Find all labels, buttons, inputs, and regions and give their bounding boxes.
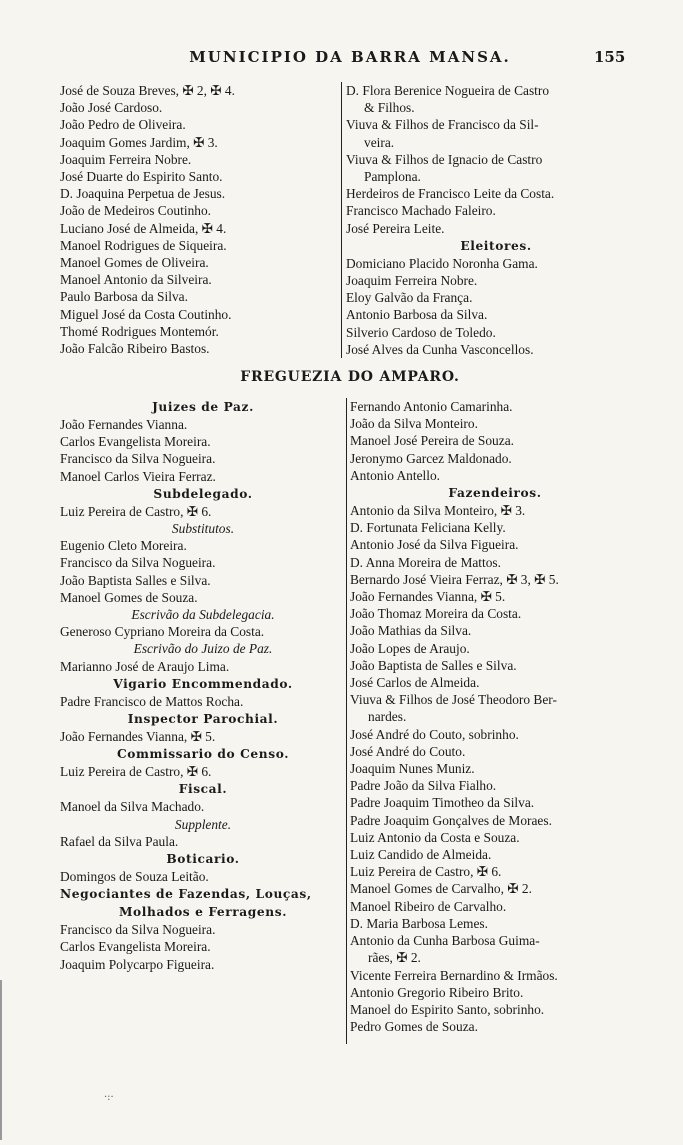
list-item: D. Joaquina Perpetua de Jesus. [60,186,226,202]
section-title: FREGUEZIA DO AMPARO. [240,369,460,385]
fazendeiros-heading: Fazendeiros. [448,486,542,501]
list-item: Viuva & Filhos de Ignacio de Castro [346,151,543,167]
lower-right-column [350,398,640,1035]
list-item: José Duarte do Espirito Santo. [60,169,223,185]
list-item: Jeronymo Garcez Maldonado. [350,450,512,466]
list-item: José André do Couto, sobrinho. [350,726,519,742]
list-item: Padre Joaquim Gonçalves de Moraes. [350,812,552,828]
boticario-heading: Boticario. [166,852,240,867]
escrivao-juizo-heading: Escrivão do Juizo de Paz. [133,641,273,657]
list-item: Francisco da Silva Nogueira. [60,451,216,467]
list-item: D. Fortunata Feliciana Kelly. [350,520,506,536]
list-item: Luiz Pereira de Castro, ✠ 6. [350,864,502,880]
list-item: Padre Joaquim Timotheo da Silva. [350,795,535,811]
stray-ink-mark: ·:· [104,1092,114,1103]
list-item: Carlos Evangelista Moreira. [60,939,211,955]
list-item: rães, ✠ 2. [368,950,421,966]
list-item: Padre João da Silva Fialho. [350,778,497,794]
list-item: Manoel Rodrigues de Siqueira. [60,237,227,253]
list-item: Manoel do Espirito Santo, sobrinho. [350,1001,545,1017]
escrivao-subdelegacia-heading: Escrivão da Subdelegacia. [131,607,275,623]
list-item: Viuva & Filhos de José Theodoro Ber- [350,692,557,708]
list-item: Francisco da Silva Nogueira. [60,555,216,571]
subdelegado-heading: Subdelegado. [153,486,253,501]
list-item: José Alves da Cunha Vasconcellos. [346,341,534,357]
list-item: Miguel José da Costa Coutinho. [60,306,232,322]
list-item: João Baptista de Salles e Silva. [350,657,517,673]
list-item: Antonio Barbosa da Silva. [346,307,488,323]
list-item: Antonio Gregorio Ribeiro Brito. [350,984,524,1000]
list-item: Francisco Machado Faleiro. [346,203,496,219]
list-item: Luciano José de Almeida, ✠ 4. [60,220,227,236]
list-item: Vicente Ferreira Bernardino & Irmãos. [350,967,558,983]
list-item: Thomé Rodrigues Montemór. [60,323,219,339]
list-item: Pedro Gomes de Souza. [350,1019,478,1035]
list-item: João Lopes de Araujo. [350,640,470,656]
top-left-column [60,82,332,357]
list-item: João Thomaz Moreira da Costa. [350,606,522,622]
lower-left-column [60,398,346,973]
list-item: Joaquim Polycarpo Figueira. [60,956,215,972]
list-item: João Baptista Salles e Silva. [60,572,211,588]
list-item: Luiz Pereira de Castro, ✠ 6. [60,764,212,780]
list-item: Manoel Gomes de Oliveira. [60,255,209,271]
list-item: José de Souza Breves, ✠ 2, ✠ 4. [60,83,235,98]
list-item: João Pedro de Oliveira. [60,117,186,133]
list-item: Manoel Antonio da Silveira. [60,272,212,288]
list-item: José André do Couto. [350,743,466,759]
list-item: nardes. [368,709,407,725]
negociantes-heading: Negociantes de Fazendas, Louças, [60,887,312,902]
list-item: Joaquim Nunes Muniz. [350,761,475,777]
substitutos-heading: Substitutos. [171,521,235,537]
list-item: Fernando Antonio Camarinha. [350,399,513,414]
list-item: João Fernandes Vianna, ✠ 5. [350,589,506,605]
list-item: Viuva & Filhos de Francisco da Sil- [346,117,539,133]
list-item: Generoso Cypriano Moreira da Costa. [60,624,265,640]
list-item: Pamplona. [364,169,421,185]
list-item: Bernardo José Vieira Ferraz, ✠ 3, ✠ 5. [350,571,559,587]
list-item: Domingos de Souza Leitão. [60,869,209,885]
list-item: João Fernandes Vianna. [60,417,188,432]
list-item: Antonio da Silva Monteiro, ✠ 3. [350,503,526,519]
list-item: João Falcão Ribeiro Bastos. [60,341,210,357]
eleitores-heading: Eleitores. [460,238,532,253]
list-item: Joaquim Gomes Jardim, ✠ 3. [60,134,218,150]
list-item: Eugenio Cleto Moreira. [60,538,187,554]
negociantes-heading-cont: Molhados e Ferragens. [118,905,288,920]
list-item: Luiz Candido de Almeida. [350,847,492,863]
list-item: Joaquim Ferreira Nobre. [346,273,478,289]
list-item: Manoel Gomes de Souza. [60,589,198,605]
list-item: Luiz Pereira de Castro, ✠ 6. [60,503,212,519]
list-item: José Pereira Leite. [346,220,445,236]
page-header-title: MUNICIPIO DA BARRA MANSA. [189,48,511,66]
top-right-column [346,82,646,358]
list-item: Paulo Barbosa da Silva. [60,289,188,305]
list-item: João de Medeiros Coutinho. [60,203,211,219]
list-item: D. Maria Barbosa Lemes. [350,915,488,931]
list-item: Marianno José de Araujo Lima. [60,658,230,674]
list-item: Carlos Evangelista Moreira. [60,434,211,450]
list-item: & Filhos. [364,100,415,116]
column-divider [346,398,347,1044]
list-item: José Carlos de Almeida. [350,675,480,691]
column-divider [341,82,342,358]
list-item: João da Silva Monteiro. [350,416,478,432]
list-item: Manoel José Pereira de Souza. [350,433,514,449]
list-item: Luiz Antonio da Costa e Souza. [350,829,520,845]
list-item: Manoel Ribeiro de Carvalho. [350,898,507,914]
fiscal-heading: Fiscal. [178,782,228,797]
list-item: João Mathias da Silva. [350,623,472,639]
list-item: Antonio da Cunha Barbosa Guima- [350,933,540,949]
list-item: Domiciano Placido Noronha Gama. [346,255,538,271]
list-item: Silverio Cardoso de Toledo. [346,324,496,340]
list-item: Padre Francisco de Mattos Rocha. [60,693,244,709]
supplente-heading: Supplente. [174,816,232,832]
list-item: Rafael da Silva Paula. [60,833,179,849]
list-item: Eloy Galvão da França. [346,290,473,306]
inspector-heading: Inspector Parochial. [127,712,279,727]
list-item: Francisco da Silva Nogueira. [60,922,216,938]
list-item: D. Anna Moreira de Mattos. [350,554,501,570]
list-item: D. Flora Berenice Nogueira de Castro [346,83,550,98]
list-item: João José Cardoso. [60,100,163,116]
list-item: Manoel Carlos Vieira Ferraz. [60,468,216,484]
page-number: 155 [594,48,626,66]
commissario-heading: Commissario do Censo. [116,747,290,762]
list-item: Joaquim Ferreira Nobre. [60,151,192,167]
list-item: João Fernandes Vianna, ✠ 5. [60,729,216,745]
list-item: veira. [364,134,395,150]
vigario-heading: Vigario Encommendado. [113,676,293,691]
list-item: Herdeiros de Francisco Leite da Costa. [346,186,555,202]
list-item: Antonio José da Silva Figueira. [350,537,519,553]
list-item: Antonio Antello. [350,467,441,483]
list-item: Manoel da Silva Machado. [60,799,205,815]
list-item: Manoel Gomes de Carvalho, ✠ 2. [350,881,532,897]
juizes-heading: Juizes de Paz. [152,400,254,414]
page-edge-line [0,980,2,1140]
